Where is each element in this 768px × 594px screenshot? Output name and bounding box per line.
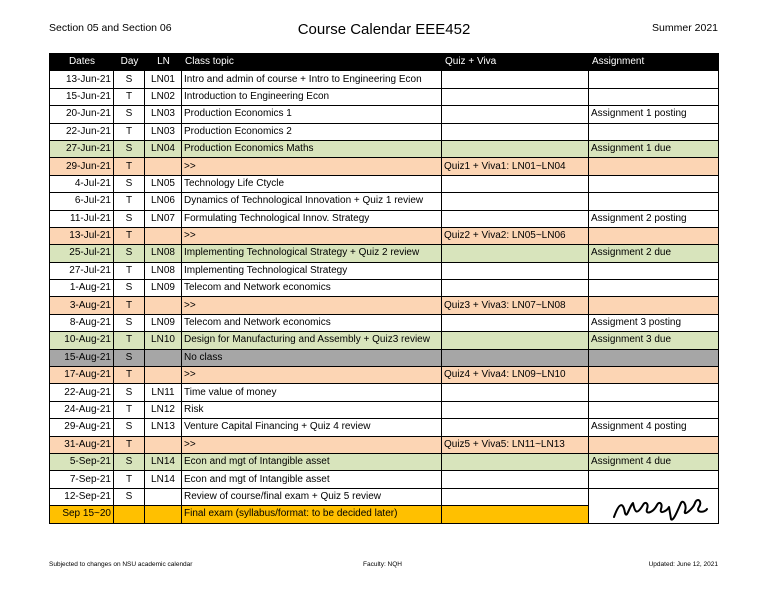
cell-class-topic: >> bbox=[182, 297, 442, 314]
cell-class-topic: Review of course/final exam + Quiz 5 review bbox=[182, 488, 442, 505]
cell-ln: LN10 bbox=[145, 332, 182, 349]
table-row bbox=[50, 297, 719, 314]
cell-ln: LN08 bbox=[145, 245, 182, 262]
cell-quiz-viva bbox=[442, 401, 589, 418]
cell-date: 15-Aug-21 bbox=[50, 349, 114, 366]
table-row bbox=[50, 140, 719, 157]
cell-assignment: Assignment 2 due bbox=[589, 245, 719, 262]
cell-class-topic: Econ and mgt of Intangible asset bbox=[182, 453, 442, 470]
cell-date: 17-Aug-21 bbox=[50, 367, 114, 384]
cell-assignment: Assignment 1 due bbox=[589, 140, 719, 157]
cell-quiz-viva bbox=[442, 280, 589, 297]
cell-class-topic: >> bbox=[182, 158, 442, 175]
cell-day: T bbox=[114, 158, 145, 175]
cell-date: 24-Aug-21 bbox=[50, 401, 114, 418]
table-row bbox=[50, 245, 719, 262]
cell-quiz-viva bbox=[442, 88, 589, 105]
cell-class-topic: Econ and mgt of Intangible asset bbox=[182, 471, 442, 488]
table-row bbox=[50, 175, 719, 192]
table-row bbox=[50, 280, 719, 297]
cell-quiz-viva bbox=[442, 193, 589, 210]
cell-ln: LN11 bbox=[145, 384, 182, 401]
cell-quiz-viva bbox=[442, 453, 589, 470]
table-row bbox=[50, 314, 719, 331]
cell-assignment bbox=[589, 88, 719, 105]
cell-assignment bbox=[589, 384, 719, 401]
cell-date: 1-Aug-21 bbox=[50, 280, 114, 297]
cell-class-topic: Production Economics 2 bbox=[182, 123, 442, 140]
cell-quiz-viva bbox=[442, 123, 589, 140]
cell-class-topic: Time value of money bbox=[182, 384, 442, 401]
table-row bbox=[50, 488, 719, 505]
cell-assignment bbox=[589, 471, 719, 488]
cell-date: 10-Aug-21 bbox=[50, 332, 114, 349]
cell-ln: LN07 bbox=[145, 210, 182, 227]
cell-day: S bbox=[114, 280, 145, 297]
table-row bbox=[50, 419, 719, 436]
cell-day bbox=[114, 506, 145, 523]
table-row bbox=[50, 453, 719, 470]
cell-class-topic: Production Economics 1 bbox=[182, 106, 442, 123]
cell-day: S bbox=[114, 419, 145, 436]
cell-day: T bbox=[114, 436, 145, 453]
table-row bbox=[50, 158, 719, 175]
cell-date: 4-Jul-21 bbox=[50, 175, 114, 192]
table-row bbox=[50, 210, 719, 227]
cell-ln bbox=[145, 506, 182, 523]
cell-day: S bbox=[114, 175, 145, 192]
cell-assignment bbox=[589, 297, 719, 314]
cell-date: 7-Sep-21 bbox=[50, 471, 114, 488]
cell-ln: LN03 bbox=[145, 123, 182, 140]
table-row bbox=[50, 193, 719, 210]
cell-ln: LN06 bbox=[145, 193, 182, 210]
cell-assignment bbox=[589, 123, 719, 140]
cell-class-topic: Dynamics of Technological Innovation + Quiz 1 review bbox=[182, 193, 442, 210]
cell-quiz-viva bbox=[442, 175, 589, 192]
cell-day: S bbox=[114, 245, 145, 262]
cell-assignment bbox=[589, 71, 719, 88]
footer-faculty: Faculty: NQH bbox=[363, 561, 403, 568]
cell-quiz-viva bbox=[442, 471, 589, 488]
cell-day: T bbox=[114, 123, 145, 140]
column-header-quiz-viva: Quiz + Viva bbox=[442, 54, 589, 71]
cell-day: T bbox=[114, 471, 145, 488]
cell-class-topic: Intro and admin of course + Intro to Engineering Econ bbox=[182, 71, 442, 88]
cell-ln: LN05 bbox=[145, 175, 182, 192]
cell-quiz-viva: Quiz2 + Viva2: LN05~LN06 bbox=[442, 227, 589, 244]
table-row bbox=[50, 88, 719, 105]
cell-day: S bbox=[114, 314, 145, 331]
column-header-class-topic: Class topic bbox=[182, 54, 442, 71]
cell-quiz-viva bbox=[442, 71, 589, 88]
table-row bbox=[50, 227, 719, 244]
cell-date: 22-Jun-21 bbox=[50, 123, 114, 140]
cell-ln bbox=[145, 488, 182, 505]
cell-ln bbox=[145, 158, 182, 175]
cell-class-topic: Introduction to Engineering Econ bbox=[182, 88, 442, 105]
cell-assignment bbox=[589, 193, 719, 210]
cell-class-topic: Technology Life Ctycle bbox=[182, 175, 442, 192]
cell-ln: LN08 bbox=[145, 262, 182, 279]
table-row bbox=[50, 384, 719, 401]
cell-class-topic: >> bbox=[182, 367, 442, 384]
cell-date: 29-Aug-21 bbox=[50, 419, 114, 436]
cell-class-topic: Venture Capital Financing + Quiz 4 review bbox=[182, 419, 442, 436]
cell-day: T bbox=[114, 401, 145, 418]
column-header-assignment: Assignment bbox=[589, 54, 719, 71]
table-row bbox=[50, 262, 719, 279]
cell-assignment: Assignment 4 due bbox=[589, 453, 719, 470]
cell-class-topic: >> bbox=[182, 227, 442, 244]
cell-ln bbox=[145, 227, 182, 244]
cell-class-topic: Telecom and Network economics bbox=[182, 280, 442, 297]
cell-ln bbox=[145, 436, 182, 453]
page-title: Course Calendar EEE452 bbox=[297, 21, 471, 38]
cell-class-topic: Design for Manufacturing and Assembly + Quiz3 review bbox=[182, 332, 442, 349]
column-header-day: Day bbox=[114, 54, 145, 71]
cell-day: S bbox=[114, 453, 145, 470]
cell-quiz-viva: Quiz3 + Viva3: LN07~LN08 bbox=[442, 297, 589, 314]
cell-date: 6-Jul-21 bbox=[50, 193, 114, 210]
cell-quiz-viva bbox=[442, 384, 589, 401]
term-label: Summer 2021 bbox=[652, 22, 718, 34]
cell-day: T bbox=[114, 367, 145, 384]
cell-ln bbox=[145, 297, 182, 314]
cell-class-topic: Production Economics Maths bbox=[182, 140, 442, 157]
cell-ln: LN09 bbox=[145, 280, 182, 297]
cell-day: S bbox=[114, 349, 145, 366]
cell-quiz-viva bbox=[442, 106, 589, 123]
table-row bbox=[50, 123, 719, 140]
course-calendar-table bbox=[49, 53, 719, 524]
cell-date: 12-Sep-21 bbox=[50, 488, 114, 505]
cell-assignment bbox=[589, 349, 719, 366]
cell-class-topic: Formulating Technological Innov. Strategy bbox=[182, 210, 442, 227]
footer-updated: Updated: June 12, 2021 bbox=[648, 561, 718, 568]
cell-assignment bbox=[589, 367, 719, 384]
cell-ln: LN12 bbox=[145, 401, 182, 418]
cell-date: 13-Jul-21 bbox=[50, 227, 114, 244]
cell-assignment: Assignment 1 posting bbox=[589, 106, 719, 123]
cell-quiz-viva bbox=[442, 332, 589, 349]
table-row bbox=[50, 332, 719, 349]
table-row bbox=[50, 106, 719, 123]
cell-ln: LN13 bbox=[145, 419, 182, 436]
cell-date: 11-Jul-21 bbox=[50, 210, 114, 227]
table-row bbox=[50, 349, 719, 366]
cell-ln: LN02 bbox=[145, 88, 182, 105]
cell-quiz-viva bbox=[442, 488, 589, 505]
cell-quiz-viva: Quiz5 + Viva5: LN11~LN13 bbox=[442, 436, 589, 453]
cell-day: T bbox=[114, 193, 145, 210]
cell-class-topic: >> bbox=[182, 436, 442, 453]
cell-day: T bbox=[114, 262, 145, 279]
cell-quiz-viva: Quiz4 + Viva4: LN09~LN10 bbox=[442, 367, 589, 384]
cell-ln: LN03 bbox=[145, 106, 182, 123]
cell-class-topic: No class bbox=[182, 349, 442, 366]
cell-date: 25-Jul-21 bbox=[50, 245, 114, 262]
cell-ln: LN14 bbox=[145, 471, 182, 488]
signature-cell bbox=[589, 488, 719, 523]
cell-quiz-viva bbox=[442, 314, 589, 331]
cell-ln bbox=[145, 349, 182, 366]
cell-assignment bbox=[589, 227, 719, 244]
cell-date: 22-Aug-21 bbox=[50, 384, 114, 401]
cell-ln: LN04 bbox=[145, 140, 182, 157]
cell-day: S bbox=[114, 140, 145, 157]
cell-date: 31-Aug-21 bbox=[50, 436, 114, 453]
cell-assignment: Assigment 3 posting bbox=[589, 314, 719, 331]
cell-day: T bbox=[114, 227, 145, 244]
cell-ln: LN14 bbox=[145, 453, 182, 470]
cell-date: 27-Jun-21 bbox=[50, 140, 114, 157]
cell-assignment: Assignment 4 posting bbox=[589, 419, 719, 436]
column-header-ln: LN bbox=[145, 54, 182, 71]
cell-ln: LN09 bbox=[145, 314, 182, 331]
cell-day: S bbox=[114, 71, 145, 88]
cell-quiz-viva bbox=[442, 419, 589, 436]
cell-class-topic: Risk bbox=[182, 401, 442, 418]
cell-assignment bbox=[589, 158, 719, 175]
cell-quiz-viva bbox=[442, 245, 589, 262]
table-row bbox=[50, 367, 719, 384]
cell-quiz-viva bbox=[442, 506, 589, 523]
cell-class-topic: Implementing Technological Strategy + Quiz 2 review bbox=[182, 245, 442, 262]
sections-label: Section 05 and Section 06 bbox=[49, 22, 172, 34]
cell-assignment bbox=[589, 262, 719, 279]
cell-day: T bbox=[114, 297, 145, 314]
table-row bbox=[50, 436, 719, 453]
cell-quiz-viva bbox=[442, 262, 589, 279]
cell-assignment bbox=[589, 175, 719, 192]
signature-image bbox=[611, 493, 711, 523]
cell-date: 29-Jun-21 bbox=[50, 158, 114, 175]
cell-assignment: Assignment 2 posting bbox=[589, 210, 719, 227]
cell-day: S bbox=[114, 384, 145, 401]
column-header-dates: Dates bbox=[50, 54, 114, 71]
cell-quiz-viva bbox=[442, 140, 589, 157]
cell-class-topic: Final exam (syllabus/format: to be decided later) bbox=[182, 506, 442, 523]
table-header-row bbox=[50, 54, 719, 71]
cell-date: 8-Aug-21 bbox=[50, 314, 114, 331]
cell-date: 15-Jun-21 bbox=[50, 88, 114, 105]
cell-class-topic: Implementing Technological Strategy bbox=[182, 262, 442, 279]
cell-quiz-viva bbox=[442, 210, 589, 227]
cell-assignment bbox=[589, 436, 719, 453]
cell-assignment bbox=[589, 280, 719, 297]
cell-day: S bbox=[114, 210, 145, 227]
cell-quiz-viva: Quiz1 + Viva1: LN01~LN04 bbox=[442, 158, 589, 175]
cell-class-topic: Telecom and Network economics bbox=[182, 314, 442, 331]
cell-day: T bbox=[114, 88, 145, 105]
cell-day: T bbox=[114, 332, 145, 349]
cell-date: Sep 15~20 bbox=[50, 506, 114, 523]
cell-assignment: Assignment 3 due bbox=[589, 332, 719, 349]
cell-ln bbox=[145, 367, 182, 384]
cell-ln: LN01 bbox=[145, 71, 182, 88]
footer-disclaimer: Subjected to changes on NSU academic calendar bbox=[49, 561, 193, 568]
cell-assignment bbox=[589, 401, 719, 418]
cell-day: S bbox=[114, 488, 145, 505]
cell-date: 27-Jul-21 bbox=[50, 262, 114, 279]
cell-date: 5-Sep-21 bbox=[50, 453, 114, 470]
cell-date: 3-Aug-21 bbox=[50, 297, 114, 314]
cell-date: 20-Jun-21 bbox=[50, 106, 114, 123]
cell-day: S bbox=[114, 106, 145, 123]
cell-quiz-viva bbox=[442, 349, 589, 366]
cell-date: 13-Jun-21 bbox=[50, 71, 114, 88]
table-row bbox=[50, 401, 719, 418]
table-row bbox=[50, 71, 719, 88]
table-row bbox=[50, 471, 719, 488]
